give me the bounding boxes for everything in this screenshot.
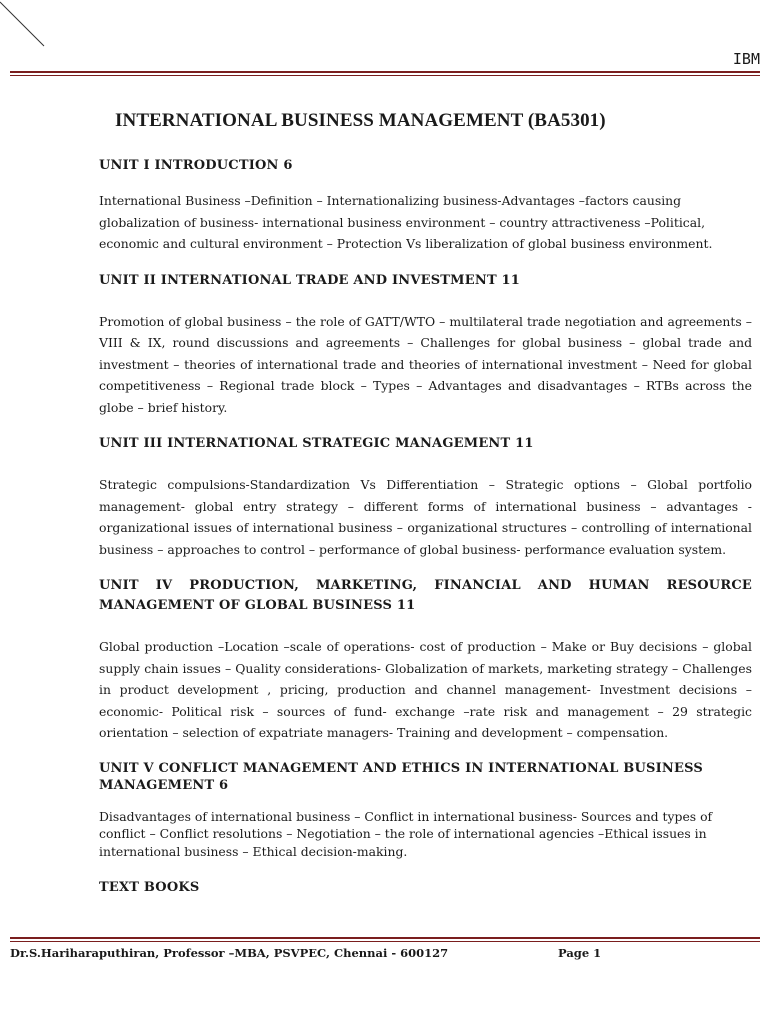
footer-rule [10,937,760,942]
unit-1-body: International Business –Definition – Internationalizing business-Advantages –factors causing globalization of business- international business environment – country attractiveness –Political, economic and cultural environment – Protection Vs liberalization of global business environment. [99,193,713,251]
footer-page-number: Page 1 [558,946,602,960]
header-label: IBM [732,50,760,68]
document-content [99,110,752,912]
unit-3-heading: UNIT III INTERNATIONAL STRATEGIC MANAGEMENT 11 [99,436,534,451]
unit-2-heading: UNIT II INTERNATIONAL TRADE AND INVESTMENT 11 [99,272,521,288]
unit-3-body: Strategic compulsions-Standardization Vs Differentiation – Strategic options – Global portfolio management- global entry strategy – different forms of international business – advantages - organizational issues of international business – organizational structures – controlling of international business – approaches to control – performance of global business- performance evaluation system. [99,477,752,557]
header-rule [10,71,760,76]
text-books-heading: TEXT BOOKS [99,880,200,895]
document-title: INTERNATIONAL BUSINESS MANAGEMENT (BA5301) [115,110,606,131]
unit-4-heading: UNIT IV PRODUCTION, MARKETING, FINANCIAL AND HUMAN RESOURCE MANAGEMENT OF GLOBAL BUSINESS 11 [99,578,752,613]
corner-decoration-line [0,0,50,50]
unit-1-heading: UNIT I INTRODUCTION 6 [99,158,293,173]
unit-2-body: Promotion of global business – the role of GATT/WTO – multilateral trade negotiation and agreements – VIII & IX, round discussions and agreements – Challenges for global business – global trade and investment – theories of international trade and theories of international investment – Need for global competitiveness – Regional trade block – Types – Advantages and disadvantages – RTBs across the globe – brief history. [99,313,752,415]
footer-author: Dr.S.Hariharaputhiran, Professor –MBA, PSVPEC, Chennai - 600127 [10,946,449,960]
unit-4-body: Global production –Location –scale of operations- cost of production – Make or Buy decisions – global supply chain issues – Quality considerations- Globalization of markets, marketing strategy – Challenges in product development , pricing, production and channel management- Investment decisions – economic- Political risk – sources of fund- exchange –rate risk and management – 29 strategic orientation – selection of expatriate managers- Training and development – compensation. [99,639,752,740]
unit-5-heading: UNIT V CONFLICT MANAGEMENT AND ETHICS IN INTERNATIONAL BUSINESS MANAGEMENT 6 [99,760,703,793]
unit-5-body: Disadvantages of international business – Conflict in international business- Sources and types of conflict – Conflict resolutions – Negotiation – the role of international agencies –Ethical issues in international business – Ethical decision-making. [99,808,713,859]
